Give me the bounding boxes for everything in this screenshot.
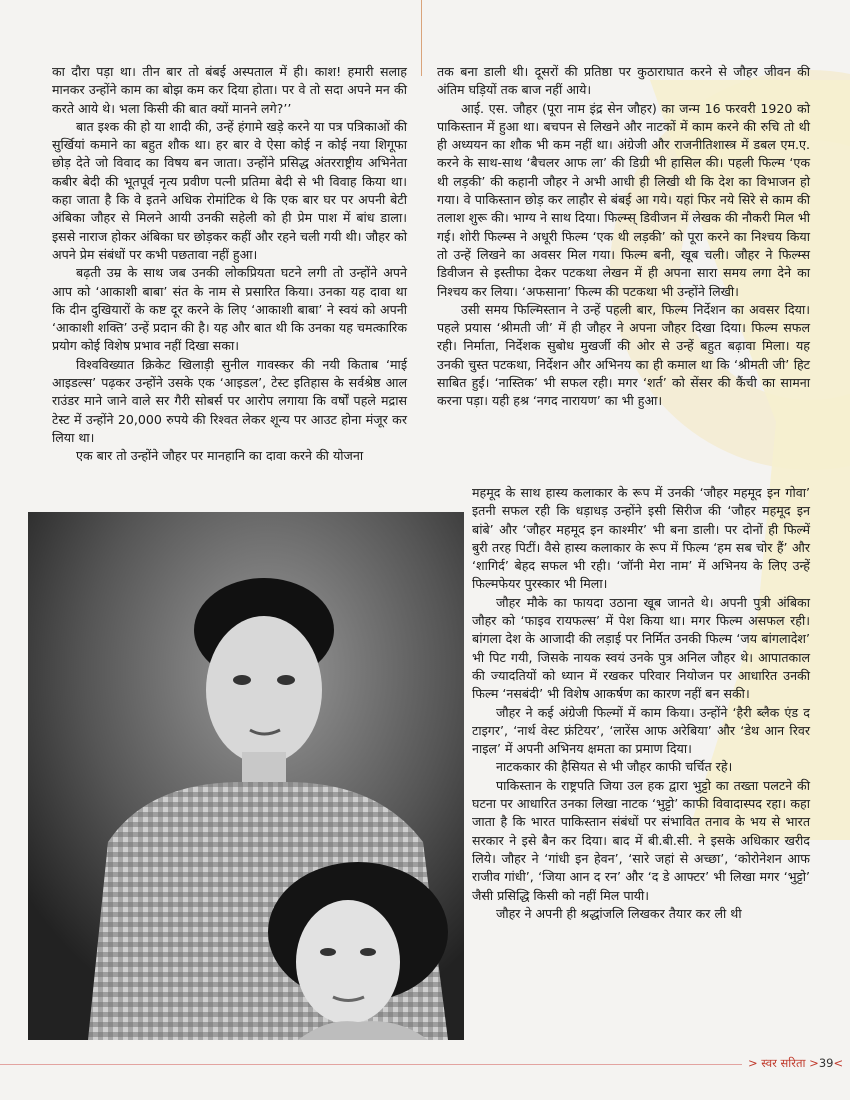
footer-rule <box>0 1064 742 1065</box>
page-number: 39 <box>818 1056 834 1070</box>
paragraph: एक बार तो उन्होंने जौहर पर मानहानि का दावा करने की योजना <box>76 448 364 464</box>
paragraph: महमूद के साथ हास्य कलाकार के रूप में उनकी ‘जौहर महमूद इन गोवा’ इतनी सफल रही कि धड़ाधड़ उन्होंने इसी सिरीज की ‘जौहर महमूद इन बांबे’ और ‘जौहर महमूद इन काश्मीर’ भी बना डाली। पर दोनों ही फिल्में बुरी तरह पिटीं। वैसे हास्य कलाकार के रूप में फिल्म ‘हम सब चोर हैं’ और ‘शागिर्द’ बेहद सफल भी रही। ‘जॉनी मेरा नाम’ में अभिनय के लिए उन्हें फिल्मफेयर पुरस्कार भी मिला। <box>472 485 810 592</box>
paragraph: का दौरा पड़ा था। तीन बार तो बंबई अस्पताल में ही। काश! हमारी सलाह मानकर उन्होंने काम का बोझ कम कर दिया होता। पर वे तो सदा अपने मन की करते आये थे। भला किसी की बात क्यों मानने लगे?’’ <box>52 64 407 116</box>
paragraph: पाकिस्तान के राष्ट्रपति जिया उल हक द्वारा भुट्टो का तख्ता पलटने की घटना पर आधारित उनका लिखा नाटक ‘भुट्टो’ काफी विवादास्पद रहा। कहा जाता है कि भारत पाकिस्तान संबंधों पर संभावित तनाव के भय से भारत सरकार ने इसे बैन कर दिया। बाद में बी.बी.सी. ने इसके अधिकार खरीद लिये। जौहर ने ‘गांधी इन हेवन’, ‘सारे जहां से अच्छा’, ‘कोरोनेशन आफ राजीव गांधी’, ‘जिया आन द रन’ और ‘द डे आफ्टर’ भी लिखा मगर ‘भुट्टो’ जैसी प्रसिद्धि किसी को नहीं मिल पायी। <box>472 777 810 903</box>
magazine-name: स्वर सरिता <box>761 1056 806 1070</box>
paragraph: जौहर मौके का फायदा उठाना खूब जानते थे। अपनी पुत्री अंबिका जौहर को ‘फाइव रायफल्स’ में पेश किया था। मगर फिल्म असफल रही। बांगला देश के आजादी की लड़ाई पर निर्मित उनकी फिल्म ‘जय बांगलादेश’ भी पिट गयी, जिसके नायक स्वयं उनके पुत्र अनिल जौहर थे। आपातकाल की ज्यादतियों को ध्यान में रखकर परिवार नियोजन पर आधारित उनकी फिल्म ‘नसबंदी’ भी विशेष आकर्षण का कारण नहीं बन सकी। <box>472 594 810 702</box>
right-column-top <box>437 63 810 411</box>
paragraph: जौहर ने कई अंग्रेजी फिल्मों में काम किया। उन्होंने ‘हैरी ब्लैक एंड द टाइगर’, ‘नार्थ वेस्ट फ्रंटियर’, ‘लारेंस आफ अरेबिया’ और ‘डेथ आन रिवर नाइल’ में अपनी अभिनय क्षमता का प्रमाण दिया। <box>472 704 810 757</box>
column-divider <box>421 0 422 76</box>
film-still-photo <box>28 512 464 1040</box>
paragraph: नाटककार की हैसियत से भी जौहर काफी चर्चित रहे। <box>496 759 733 775</box>
footer-prefix: > <box>748 1056 762 1070</box>
left-column <box>52 63 407 466</box>
page-footer <box>748 1056 843 1071</box>
paragraph: उसी समय फिल्मिस्तान ने उन्हें पहली बार, फिल्म निर्देशन का अवसर दिया। पहले प्रयास ‘श्रीमती जी’ में ही जौहर ने अपना जौहर दिखा दिया। फिल्म सफल रही। निर्माता, निर्देशक सुबोध मुखर्जी की ओर से उन्हें बहुत बढ़ावा मिला। यह उनकी चुस्त पटकथा, निर्देशन और अभिनय का ही कमाल था कि ‘श्रीमती जी’ हिट साबित हुई। ‘नास्तिक’ भी सफल रही। मगर ‘शर्त’ को सेंसर की कैंची का सामना करना पड़ा। यही हश्र ‘नगद नारायण’ का भी हुआ। <box>437 301 810 409</box>
paragraph: तक बना डाली थी। दूसरों की प्रतिष्ठा पर कुठाराघात करने से जौहर जीवन की अंतिम घड़ियों तक बाज नहीं आये। <box>437 64 810 98</box>
paragraph: बढ़ती उम्र के साथ जब उनकी लोकप्रियता घटने लगी तो उन्होंने अपने आप को ‘आकाशी बाबा’ संत के नाम से प्रसारित किया। उनका यह दावा था कि दीन दुखियारों के कष्ट दूर करने के लिए ‘आकाशी बाबा’ ने स्वयं को अपनी ‘आकाशी शक्ति’ उन्हें प्रदान की है। यह और बात थी कि उनका यह चमत्कारिक प्रयोग कोई विशेष प्रभाव नहीं दिखा सका। <box>52 265 407 354</box>
paragraph: आई. एस. जौहर (पूरा नाम इंद्र सेन जौहर) का जन्म 16 फरवरी 1920 को पाकिस्तान में हुआ था। बचपन से लिखने और नाटकों में काम करने की रुचि तो थी ही अध्ययन का शौक भी कम नहीं था। अंग्रेजी और राजनीतिशास्त्र में डबल एम.ए. करने के साथ-साथ ‘बैचलर आफ ला’ की डिग्री भी हासिल की। पहली फिल्म ‘एक थी लड़की’ की कहानी जौहर ने अभी आधी ही लिखी थी कि देश का विभाजन हो गया। वे पाकिस्तान छोड़ कर लाहौर से बंबई आ गये। यहां फिर नये सिरे से काम की तलाश शुरू की। भाग्य ने साथ दिया। फिल्म्स् डिवीजन में लेखक की नौकरी मिल भी गई। शोरी फिल्म्स ने अधूरी फिल्म ‘एक थी लड़की’ को पूरा करने का निश्चय किया तो उन्हें लिखने का अवसर मिल गया। फिल्म बनी, खूब चली। जौहर ने फिल्म्स डिवीजन से इस्तीफा देकर पटकथा लेखन में ही अपना सारा समय लगा देने का निश्चय कर लिया। ‘अफसाना’ फिल्म की पटकथा भी उन्होंने लिखी। <box>437 100 810 299</box>
paragraph: विश्वविख्यात क्रिकेट खिलाड़ी सुनील गावस्कर की नयी किताब ‘माई आइडल्स’ पढ़कर उन्होंने उसके एक ‘आइडल’, टेस्ट इतिहास के सर्वश्रेष्ठ आल राउंडर माने जाने वाले सर गैरी सोबर्स पर आरोप लगाया कि वर्षों पहले मद्रास टेस्ट में उन्होंने 20,000 रुपये की रिश्वत लेकर शून्य पर आउट होना मंजूर कर लिया था। <box>52 356 407 445</box>
footer-suffix: < <box>833 1056 844 1070</box>
footer-separator: > <box>805 1056 819 1070</box>
paragraph: बात इश्क की हो या शादी की, उन्हें हंगामे खड़े करने या पत्र पत्रिकाओं की सुर्खियां कमाने का बहुत शौक था। हर बार वे ऐसा कोई न कोई नया शिगूफा छोड़ देते जो विवाद का विषय बन जाता। उन्होंने प्रसिद्ध अंतरराष्ट्रीय अभिनेता कबीर बेदी की भूतपूर्व नृत्य प्रवीण पत्नी प्रतिमा बेदी से भी विवाह किया था। कहा जाता है कि वे इतने अधिक रोमांटिक थे कि एक बार घर पर अपनी बेटी अंबिका जौहर से मिलने आयी उनकी सहेली को ही प्रेम पाश में बांध डाला। इससे नाराज होकर अंबिका घर छोड़कर कहीं और रहने चली गयी थी। जौहर को अपने प्रेम संबंधों पर कभी पछतावा नहीं हुआ। <box>52 118 407 262</box>
right-column-bottom <box>472 484 810 923</box>
paragraph: जौहर ने अपनी ही श्रद्धांजलि लिखकर तैयार कर ली थी <box>496 905 742 921</box>
